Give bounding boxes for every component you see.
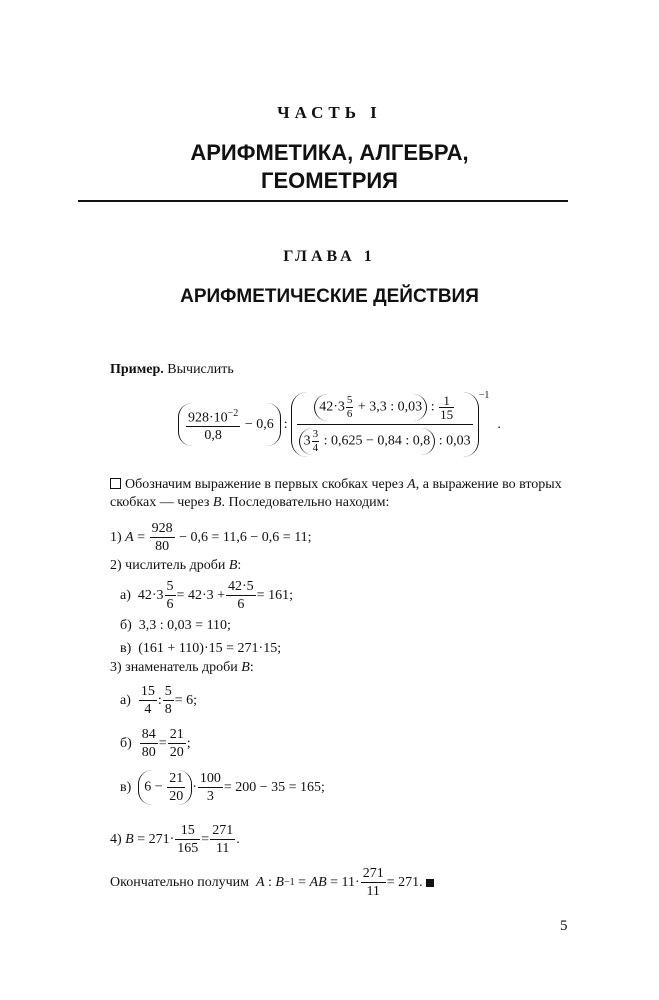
intro-line-2: скобках — через B. Последовательно находим: [110,495,390,510]
first-bracket: $\frac{928\cdot 10^{-2}}{0,8}$ − 0,6 [178,403,281,447]
page-number: 5 [560,918,568,934]
step-2-label: 2) числитель дроби B: [110,558,242,573]
step-2a: а) 42·3 $\frac{5}{6}$ = 42·3 + $\frac{42\cdot 5}{6}$ = 161; [120,579,293,612]
step-3c: в) 6 − $\frac{21}{20}$ · $\frac{100}{3}$ = 200 − 35 = 165; [120,771,325,804]
step-3a: а) $\frac{15}{4}$ : $\frac{5}{8}$ = 6; [120,684,198,717]
final-result: Окончательно получим A : B −1 = AB = 11· $\frac{271}{11}$ = 271. [110,865,434,900]
step-2c: в) (161 + 110)·15 = 271·15; [120,641,282,656]
second-bracket: 42·3 $\frac{5}{6}$ + 3,3 : 0,03 : $\frac{1}{15}$ 3 $\frac{3}{4}$ : 0,625 − 0,84 : 0,8 : 0,03 [291,392,479,457]
part-label: ЧАСТЬ I [277,103,382,122]
proof-start-icon [110,478,121,489]
step-4: 4) B = 271· $\frac{15}{165}$ = $\frac{271}{11}$ . [110,823,240,856]
intro-line-1: Обозначим выражение в первых скобках через A, а выражение во вторых [110,477,562,493]
step-3b: б) $\frac{84}{80}$ = $\frac{21}{20}$ ; [120,727,191,760]
step-2b: б) 3,3 : 0,03 = 110; [120,618,231,633]
step-3-label: 3) знаменатель дроби B: [110,660,254,675]
step-1: 1) A = $\frac{928}{80}$ − 0,6 = 11,6 − 0,6 = 11; [110,521,312,554]
title-divider [78,200,568,202]
example-text: Вычислить [167,362,234,377]
example-label: Пример. [110,362,164,377]
chapter-title: АРИФМЕТИЧЕСКИЕ ДЕЙСТВИЯ [180,286,479,307]
example-line [110,362,234,378]
main-expression: $\frac{928\cdot 10^{-2}}{0,8}$ − 0,6 : 42·3 $\frac{5}{6}$ + 3,3 : 0,03 : $\frac{1}{15}$ 3 $\frac{3}{4}$ : 0,625 − 0,84 : 0,8 : 0,03 $^{-1}$ . [178,392,501,457]
part-title-line1: АРИФМЕТИКА, АЛГЕБРА, [190,140,469,165]
chapter-label: ГЛАВА 1 [283,248,376,265]
part-title-line2: ГЕОМЕТРИЯ [261,168,398,193]
proof-end-icon [426,879,434,887]
